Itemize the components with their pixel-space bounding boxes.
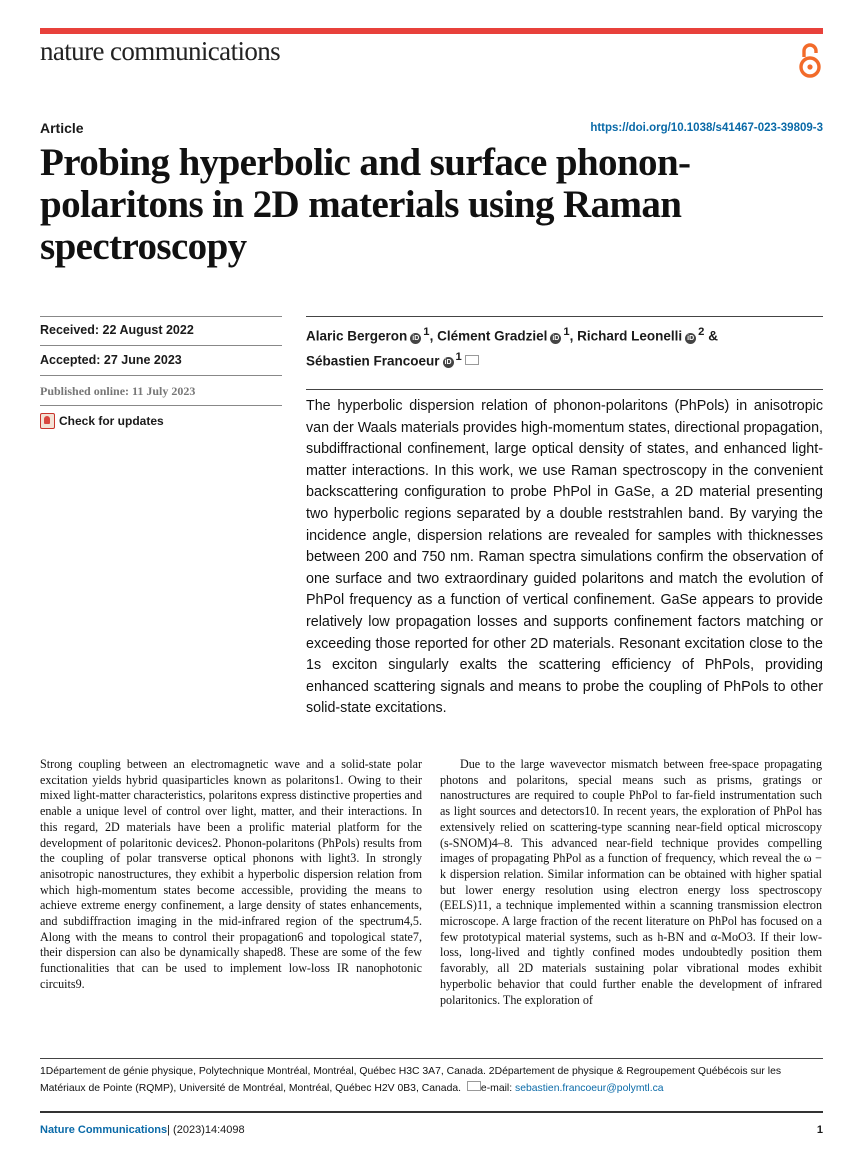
meta-divider bbox=[40, 405, 282, 406]
author-affiliation: 1 bbox=[455, 350, 462, 363]
crossmark-icon bbox=[40, 413, 55, 429]
footer-citation bbox=[40, 1124, 245, 1136]
article-title: Probing hyperbolic and surface phonon-polaritons in 2D materials using Raman spectroscopy bbox=[40, 141, 691, 268]
footer-volume: | (2023)14:4098 bbox=[167, 1124, 245, 1136]
header-rule bbox=[40, 28, 823, 34]
affiliations-text: 1Département de génie physique, Polytechnique Montréal, Montréal, Québec H3C 3A7, Canada. 2Département de physique & Regroupement Québécois sur les Matériaux de Pointe (RQMP), Université de Montréal, Montréal, Québec H2V 0B3, Canada. bbox=[40, 1066, 782, 1094]
author-name[interactable]: Alaric Bergeron bbox=[306, 328, 408, 344]
abstract-divider bbox=[306, 389, 823, 390]
author-affiliation: 1 bbox=[563, 326, 570, 338]
author-name[interactable]: Richard Leonelli bbox=[577, 328, 683, 344]
meta-divider bbox=[40, 345, 282, 346]
author-name[interactable]: Clément Gradziel bbox=[437, 328, 548, 344]
body-text-left-column: Strong coupling between an electromagnetic wave and a solid-state polar excitation yields hybrid quasiparticles known as polaritons1. Owing to their mixed light-matter characteristics, polaritons express distinctive properties and enable a unique level of control over light, matter, and their interactions. In this regard, 2D materials have been a prolific material platform for the development of polaritonic devices2. Phonon-polaritons (PhPols) results from the coupling of polar transverse optical phonons with light3. In strongly anisotropic nanostructures, they exhibit a hyperbolic dispersion relation from which high-momentum states become accessible, providing the means to achieve extreme energy confinement, a large density of states enhancements, and subdiffraction imaging in the mid-infrared region of the spectrum4,5. Along with the means to control their propagation6 and topological state7, their dispersion can also be dynamically shaped8. These are some of the few functionalities that can be used to implement low-loss IR nanophotonic circuits9. bbox=[40, 757, 422, 991]
orcid-icon[interactable]: iD bbox=[552, 334, 560, 342]
orcid-icon[interactable]: iD bbox=[444, 359, 452, 366]
abstract: The hyperbolic dispersion relation of phonon-polaritons (PhPols) in anisotropic van der Waals materials provides high-momentum states, directional propagation, subdiffractional confinement, large optical density of states, and enhanced light-matter interactions. In this work, we use Raman spectroscopy in the convenient backscattering configuration to probe PhPol in GaSe, a 2D material presenting two hyperbolic regions separated by a double reststrahlen band. By varying the incidence angle, dispersion relations are revealed for samples with thicknesses between 200 and 750 nm. Raman spectra simulations confirm the observation of one surface and two extraordinary guided polaritons and match the evolution of PhPol frequency as a function of vertical confinement. GaSe appears to provide relatively low propagation losses and supports confinement factors matching or exceeding those reported for other 2D materials. Resonant excitation close to the 1s exciton singularly exalts the scattering efficiency of PhPols, providing enhanced scattering signals and means to probe the coupling of PhPols to other solid-state excitations. bbox=[306, 398, 823, 717]
meta-divider bbox=[40, 375, 282, 376]
email-icon[interactable] bbox=[465, 355, 479, 365]
author-name[interactable]: Sébastien Francoeur bbox=[306, 353, 440, 368]
meta-divider bbox=[40, 316, 282, 317]
footer-journal-name[interactable]: Nature Communications bbox=[40, 1124, 168, 1136]
orcid-icon[interactable]: iD bbox=[687, 334, 695, 342]
published-date: Published online: 11 July 2023 bbox=[40, 384, 196, 398]
check-for-updates-label: Check for updates bbox=[59, 414, 164, 428]
accepted-date: Accepted: 27 June 2023 bbox=[40, 353, 182, 367]
article-type: Article bbox=[40, 120, 84, 136]
author-affiliation: 1 bbox=[423, 326, 430, 338]
doi-link[interactable]: https://doi.org/10.1038/s41467-023-39809-3 bbox=[590, 122, 823, 134]
author-list: Alaric Bergeron iD $^1$, Clément Gradziel iD $^1$, Richard Leonelli iD $^2$ & Sébastien Francoeur iD $^1$ bbox=[306, 326, 718, 368]
email-label: e-mail: bbox=[480, 1083, 513, 1094]
email-icon bbox=[467, 1081, 481, 1091]
journal-name: nature communications bbox=[40, 36, 281, 66]
body-text-right-column: Due to the large wavevector mismatch between free-space propagating photons and polaritons, special means such as prisms, gratings or nanostructures are required to couple PhPol to far-field instrumentation such as light sources and detectors10. In recent years, the exploration of PhPol has extensively relied on scattering-type scanning near-field optical microscopy (s-SNOM)4–8. This advanced near-field technique provides compelling images of propagating PhPol as a function of frequency, which reveal the ω − k dispersion relation. Similar information can be obtained with higher spatial but lower energy resolution using electron energy loss spectroscopy (EELS)11, a technique implemented within a scanning transmission electron microscope. A large fraction of the recent literature on PhPol has focused on a few prototypical material systems, such as h-BN and α-MoO3. If their low-loss, long-lived and tightly confined modes undoubtedly position them favorably, all 2D materials sustaining polar vibrational modes exhibit hyperbolic behavior that could further enable the development of infrared polaritonics. The exploration of bbox=[440, 757, 822, 1007]
corresponding-email-link[interactable]: sebastien.francoeur@polymtl.ca bbox=[515, 1083, 664, 1094]
authors-divider bbox=[306, 316, 823, 317]
footer-rule bbox=[40, 1111, 823, 1113]
author-affiliation: 2 bbox=[698, 326, 705, 338]
received-date: Received: 22 August 2022 bbox=[40, 323, 194, 337]
check-for-updates-button[interactable] bbox=[40, 413, 164, 429]
footnote-divider bbox=[40, 1058, 823, 1059]
orcid-icon[interactable]: iD bbox=[412, 334, 420, 342]
page-number: 1 bbox=[816, 1124, 823, 1136]
affiliations-footnote bbox=[40, 1063, 825, 1097]
open-access-icon bbox=[797, 42, 823, 78]
